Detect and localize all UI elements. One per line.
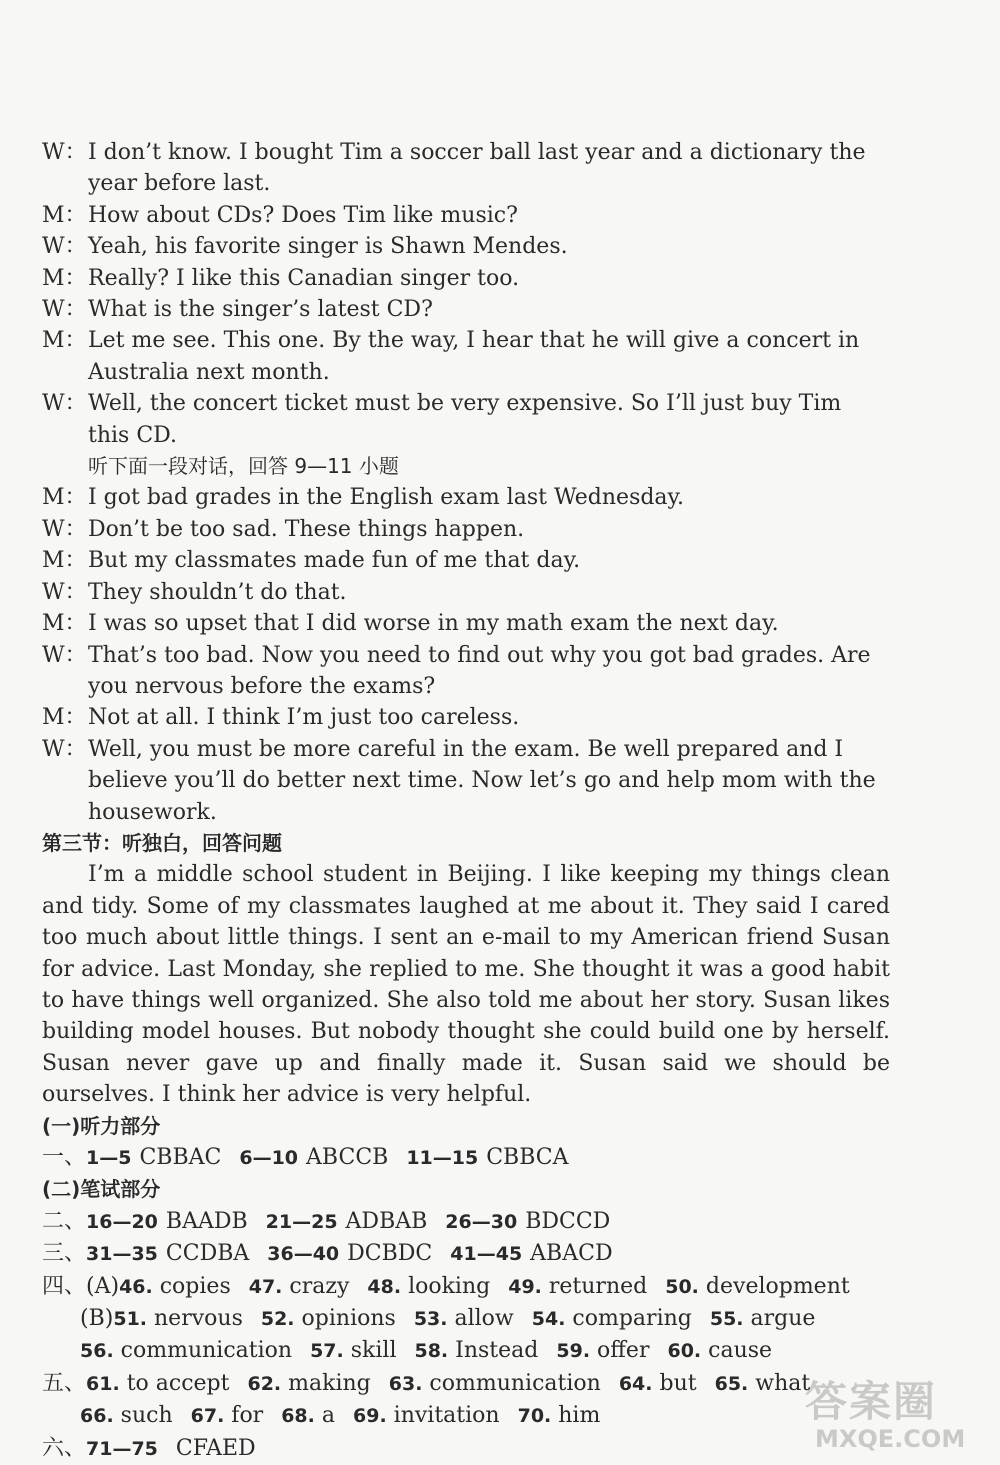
utterance-continued: this CD.	[88, 422, 178, 448]
utterance-continued: you nervous before the exams?	[88, 673, 436, 699]
dialogue-line	[42, 577, 892, 608]
answer-value: looking	[408, 1273, 491, 1299]
answer-value: allow	[454, 1306, 514, 1332]
answer-value: for	[231, 1403, 264, 1429]
answer-number: 61.	[86, 1372, 120, 1395]
dialogue-line	[42, 294, 892, 325]
utterance-continued: Australia next month.	[88, 359, 330, 385]
answer-value: ABACD	[530, 1241, 613, 1267]
utterance: Not at all. I think I’m just too careless.	[88, 705, 520, 731]
speaker: W：	[42, 297, 87, 323]
answer-row	[42, 1433, 892, 1465]
answer-prefix: 四、(A)	[42, 1273, 120, 1299]
utterance: Don’t be too sad. These things happen.	[88, 516, 525, 542]
answer-value: CBBAC	[139, 1145, 222, 1170]
answer-range: 71—75	[86, 1437, 158, 1460]
dialogue-line	[42, 702, 892, 733]
answer-number: 63.	[388, 1372, 423, 1395]
utterance: Really? I like this Canadian singer too.	[88, 265, 520, 291]
answer-number: 68.	[281, 1405, 315, 1428]
answer-range: 6—10	[239, 1147, 299, 1169]
speaker: M：	[42, 202, 87, 228]
answer-value: BDCCD	[525, 1208, 611, 1234]
dialogue-line	[42, 545, 892, 576]
answer-range: 26—30	[445, 1210, 518, 1233]
answer-number: 62.	[247, 1372, 282, 1395]
answer-value: CFAED	[175, 1435, 256, 1461]
watermark-logo	[805, 1367, 980, 1462]
answer-value: Instead	[455, 1338, 539, 1364]
speaker: W：	[42, 391, 87, 417]
utterance: Yeah, his favorite singer is Shawn Mendes.	[88, 234, 568, 260]
answer-value: development	[705, 1273, 850, 1299]
answer-value: argue	[750, 1306, 816, 1332]
answer-row	[42, 1400, 892, 1432]
answer-value: a	[321, 1403, 335, 1429]
speaker: M：	[42, 328, 87, 354]
utterance: Let me see. This one. By the way, I hear that he will give a concert in	[88, 328, 860, 354]
answer-value: ABCCB	[306, 1145, 389, 1170]
speaker: W：	[42, 642, 87, 668]
answer-row	[42, 1335, 892, 1367]
answer-value: communication	[429, 1370, 601, 1396]
answer-number: 58.	[414, 1340, 449, 1363]
utterance: How about CDs? Does Tim like music?	[88, 202, 518, 228]
answer-number: 49.	[508, 1275, 542, 1298]
answer-key-page	[42, 137, 892, 1465]
answer-value: invitation	[393, 1403, 500, 1429]
dialogue-line	[42, 263, 892, 294]
utterance: Well, the concert ticket must be very expensive. So I’ll just buy Tim	[88, 391, 842, 417]
answer-prefix: (B)	[80, 1306, 114, 1332]
answer-row	[42, 1368, 892, 1400]
answer-number: 69.	[353, 1405, 387, 1428]
answer-range: 16—20	[86, 1210, 158, 1233]
answer-prefix: 三、	[42, 1241, 87, 1267]
answer-row	[42, 1303, 892, 1335]
answer-number: 46.	[119, 1275, 153, 1298]
answer-value: what	[755, 1370, 811, 1396]
answer-row	[42, 1206, 892, 1238]
answer-row	[42, 1142, 892, 1174]
answer-value: DCBDC	[347, 1241, 433, 1267]
dialogue-line	[42, 231, 892, 262]
watermark-url: MXQE.COM	[815, 1425, 966, 1453]
answer-number: 52.	[260, 1308, 295, 1331]
utterance: Well, you must be more careful in the exam. Be well prepared and I	[88, 736, 844, 762]
answer-number: 59.	[556, 1340, 591, 1363]
answer-value: cause	[708, 1338, 773, 1364]
speaker: M：	[42, 705, 87, 731]
speaker: M：	[42, 265, 87, 291]
answer-number: 54.	[531, 1308, 566, 1331]
answer-number: 57.	[310, 1340, 344, 1363]
answer-value: ADBAB	[345, 1208, 428, 1234]
answer-value: making	[288, 1370, 371, 1396]
dialogue-2	[42, 482, 892, 827]
watermark-text: 答案圈	[805, 1377, 938, 1426]
utterance: What is the singer’s latest CD?	[88, 297, 433, 323]
answer-number: 66.	[80, 1405, 114, 1428]
answer-value: returned	[548, 1273, 648, 1299]
answer-range: 1—5	[86, 1147, 132, 1169]
answer-number: 53.	[413, 1308, 448, 1331]
answer-number: 64.	[618, 1372, 653, 1395]
answer-value: offer	[597, 1338, 650, 1364]
answer-number: 56.	[80, 1340, 114, 1363]
answer-value: communication	[120, 1338, 293, 1364]
answer-range: 21—25	[265, 1210, 338, 1233]
answer-number: 65.	[714, 1372, 749, 1395]
dialogue-line	[42, 137, 892, 168]
answer-value: such	[120, 1403, 173, 1429]
answer-range: 36—40	[267, 1243, 340, 1266]
answer-range: 31—35	[86, 1243, 158, 1266]
answer-range: 41—45	[450, 1243, 523, 1266]
answer-value: CBBCA	[486, 1145, 569, 1170]
dialogue-line	[42, 325, 892, 356]
dialogue-line	[42, 640, 892, 671]
listening-instruction: 听下面一段对话，回答 9—11 小题	[88, 454, 399, 479]
answer-row	[42, 1238, 892, 1270]
utterance-continued: believe you’ll do better next time. Now let’s go and help mom with the	[88, 768, 876, 794]
answer-number: 60.	[667, 1340, 702, 1363]
dialogue-line	[42, 514, 892, 545]
answer-value: skill	[350, 1338, 397, 1364]
utterance: They shouldn’t do that.	[88, 579, 347, 605]
speaker: M：	[42, 611, 87, 637]
answer-row	[42, 1271, 892, 1303]
answer-prefix: 二、	[42, 1208, 87, 1234]
answer-value: opinions	[301, 1306, 396, 1332]
section-3-title: 第三节：听独白，回答问题	[42, 830, 282, 855]
part-2-title: (二)笔试部分	[42, 1177, 161, 1202]
speaker: W：	[42, 579, 87, 605]
dialogue-line	[42, 734, 892, 765]
speaker: W：	[42, 234, 87, 260]
utterance: That’s too bad. Now you need to find out why you got bad grades. Are	[88, 642, 871, 668]
speaker: W：	[42, 140, 87, 165]
answer-value: crazy	[289, 1273, 350, 1299]
monologue-text: I’m a middle school student in Beijing. I like keeping my things clean and tidy. Some of my classmates laughed at me about it. They said I cared too much about little things. I sent an e-mail to my American friend Susan for advice. Last Monday, she replied to me. She thought it was a good habit to have things well organized. She also told me about her story. Susan likes building model houses. But nobody thought she could build one by herself. Susan never gave up and finally made it. Susan said we should be ourselves. I think her advice is very helpful.	[42, 862, 890, 1108]
answer-number: 51.	[113, 1308, 148, 1331]
utterance-continued: year before last.	[88, 171, 271, 197]
answer-prefix: 五、	[42, 1370, 87, 1396]
speaker: W：	[42, 516, 87, 542]
answer-number: 70.	[517, 1405, 552, 1428]
utterance-continued: housework.	[88, 799, 217, 825]
answer-value: to accept	[126, 1370, 230, 1396]
part-1-title: (一)听力部分	[42, 1113, 161, 1138]
utterance: I got bad grades in the English exam last Wednesday.	[88, 485, 685, 511]
answer-value: nervous	[154, 1306, 243, 1332]
dialogue-line	[42, 482, 892, 513]
answer-value: BAADB	[165, 1208, 248, 1234]
answer-number: 55.	[709, 1308, 744, 1331]
utterance: I was so upset that I did worse in my math exam the next day.	[88, 611, 779, 637]
answer-prefix: 六、	[42, 1435, 87, 1461]
speaker: M：	[42, 485, 87, 511]
answer-number: 67.	[190, 1405, 225, 1428]
answer-value: CCDBA	[165, 1241, 250, 1267]
speaker: W：	[42, 736, 87, 762]
answer-prefix: 一、	[42, 1145, 87, 1170]
answer-number: 47.	[248, 1275, 283, 1298]
answer-value: but	[659, 1370, 697, 1396]
speaker: M：	[42, 548, 87, 574]
answer-value: him	[558, 1403, 601, 1429]
utterance: I don’t know. I bought Tim a soccer ball last year and a dictionary the	[88, 140, 866, 165]
answer-number: 50.	[665, 1275, 699, 1298]
utterance: But my classmates made fun of me that day.	[88, 548, 581, 574]
dialogue-line	[42, 200, 892, 231]
answer-value: copies	[159, 1273, 231, 1299]
answer-range: 11—15	[406, 1147, 479, 1169]
answer-number: 48.	[367, 1275, 402, 1298]
dialogue-line	[42, 608, 892, 639]
dialogue-line	[42, 388, 892, 419]
answer-value: comparing	[572, 1306, 692, 1332]
dialogue-1	[42, 137, 892, 451]
